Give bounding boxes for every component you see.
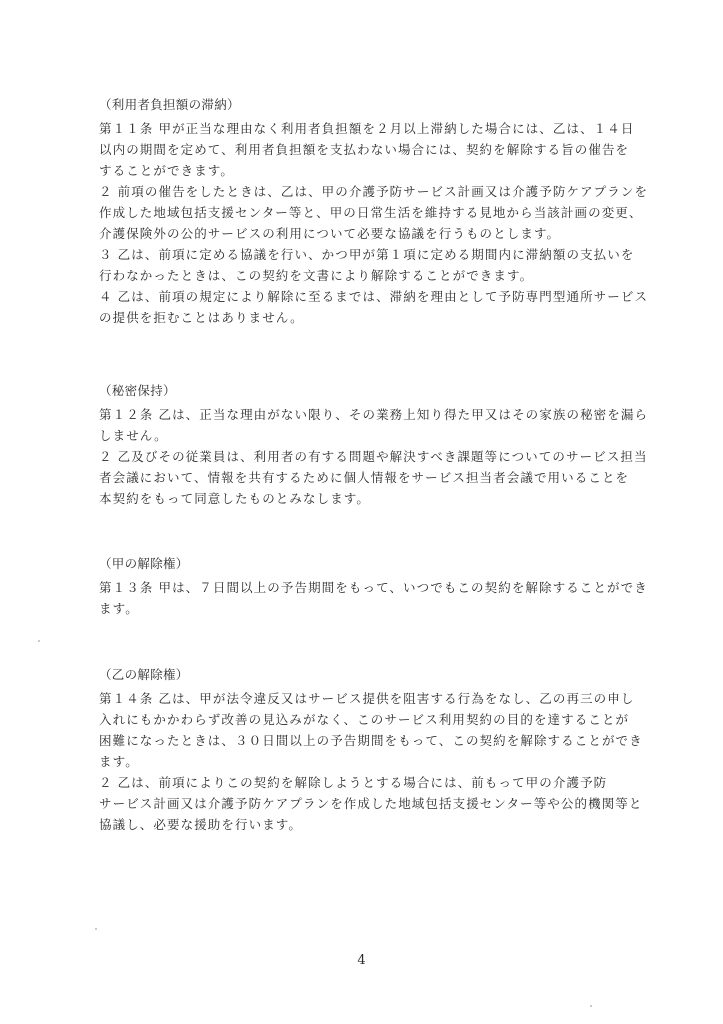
text-line: 入れにもかかわらず改善の見込みがなく、このサービス利用契約の目的を達することが	[99, 712, 630, 727]
article-11-body	[99, 118, 649, 328]
scan-speck	[590, 1005, 592, 1007]
text-line: 困難になったときは、３０日間以上の予告期間をもって、この契約を解除することができ	[99, 733, 643, 748]
text-line: 行わなかったときは、この契約を文書により解除することができます。	[99, 268, 534, 283]
text-line: 本契約をもって同意したものとみなします。	[99, 491, 371, 506]
text-line: することができます。	[99, 163, 235, 178]
text-line: ます。	[99, 601, 139, 616]
text-line: サービス計画又は介護予防ケアプランを作成した地域包括支援センター等や公的機関等と	[99, 796, 643, 811]
text-line: ます。	[99, 754, 139, 769]
section-heading-arrears: （利用者負担額の滞納）	[99, 97, 240, 112]
text-line: 介護保険外の公的サービスの利用について必要な協議を行うものとします。	[99, 226, 561, 241]
text-line: 者会議において、情報を共有するために個人情報をサービス担当者会議で用いることを	[99, 470, 630, 485]
text-line: ３ 乙は、前項に定める協議を行い、かつ甲が第１項に定める期間内に滞納額の支払いを	[99, 247, 635, 262]
text-line: 第１１条 甲が正当な理由なく利用者負担額を２月以上滞納した場合には、乙は、１４日	[99, 121, 635, 136]
scan-speck	[95, 928, 97, 930]
text-line: ４ 乙は、前項の規定により解除に至るまでは、滞納を理由として予防専門型通所サービス	[99, 289, 649, 304]
article-12-body	[99, 404, 649, 509]
article-13-body	[99, 577, 648, 619]
text-line: しません。	[99, 428, 168, 443]
text-line: の提供を拒むことはありません。	[99, 310, 304, 325]
article-14-body	[99, 688, 643, 835]
text-line: ２ 乙及びその従業員は、利用者の有する問題や解決すべき課題等についてのサービス担当	[99, 449, 648, 464]
text-line: 協議し、必要な援助を行います。	[99, 817, 303, 832]
text-line: 作成した地域包括支援センター等と、甲の日常生活を維持する見地から当該計画の変更、	[99, 205, 643, 220]
text-line: ２ 前項の催告をしたときは、乙は、甲の介護予防サービス計画又は介護予防ケアプランを	[99, 184, 649, 199]
section-heading-party-a-termination: （甲の解除権）	[99, 556, 189, 571]
text-line: ２ 乙は、前項によりこの契約を解除しようとする場合には、前もって甲の介護予防	[99, 775, 608, 790]
text-line: 第１４条 乙は、甲が法令違反又はサービス提供を阻害する行為をなし、乙の再三の申し	[99, 691, 635, 706]
section-heading-confidentiality: （秘密保持）	[99, 383, 176, 398]
text-line: 第１２条 乙は、正当な理由がない限り、その業務上知り得た甲又はその家族の秘密を漏ら	[99, 407, 649, 422]
text-line: 以内の期間を定めて、利用者負担額を支払わない場合には、契約を解除する旨の催告を	[99, 142, 630, 157]
text-line: 第１３条 甲は、７日間以上の予告期間をもって、いつでもこの契約を解除することができ	[99, 580, 648, 595]
scan-speck	[38, 640, 40, 642]
section-heading-party-b-termination: （乙の解除権）	[99, 667, 189, 682]
page-number: 4	[357, 953, 366, 968]
